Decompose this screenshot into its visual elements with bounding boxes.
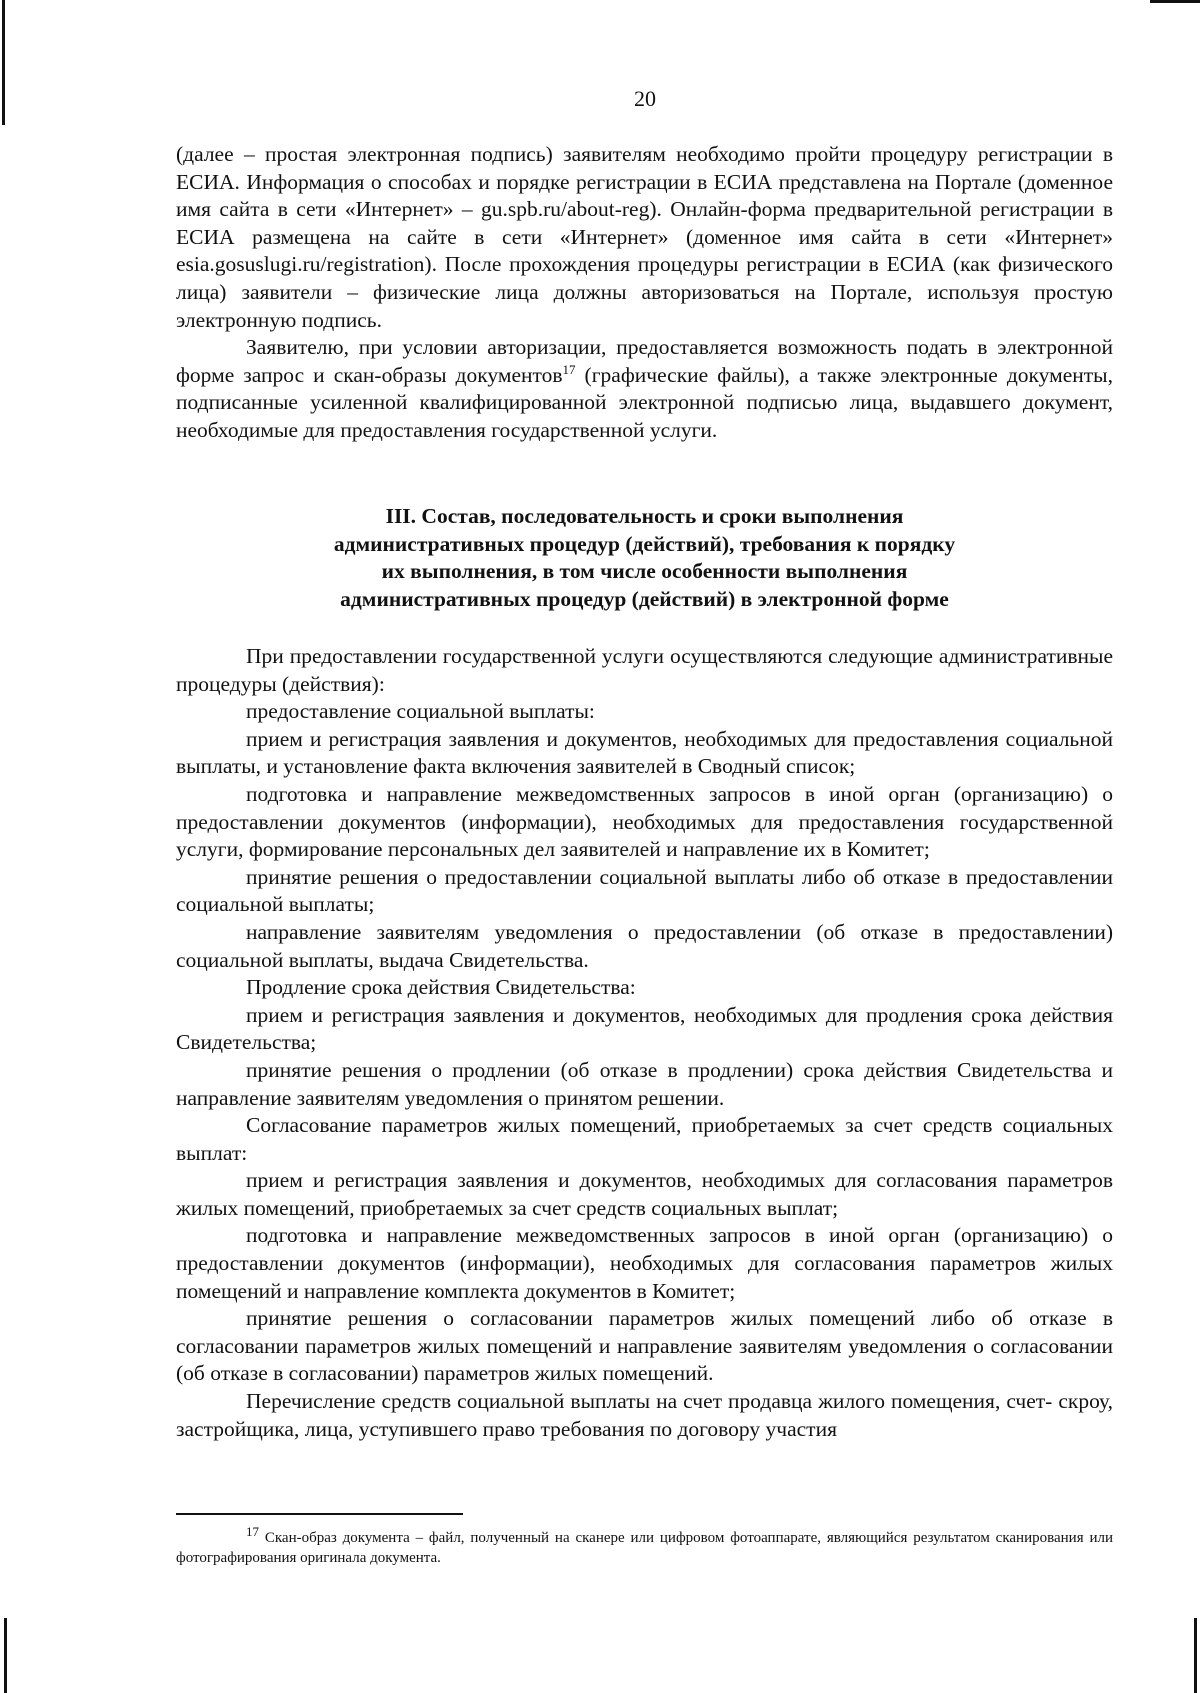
paragraph-interagency-requests: подготовка и направление межведомственных запросов в иной орган (организацию) о предоставлении документов (информации), необходимых для предоставления государственной услуги, формирование персональных дел заявителей и направление их в Комитет; <box>176 781 1113 862</box>
paragraph-procedures-intro: При предоставлении государственной услуги осуществляются следующие административные процедуры (действия): <box>176 644 1113 696</box>
paragraph-decision: принятие решения о предоставлении социальной выплаты либо об отказе в предоставлении социальной выплаты; <box>176 864 1113 917</box>
footnote-number: 17 <box>246 1524 259 1539</box>
page-number: 20 <box>634 86 656 111</box>
heading-line: административных процедур (действий), требования к порядку <box>333 531 956 556</box>
scan-edge-mark-bottom-right <box>1194 1618 1197 1693</box>
scan-edge-mark-top-right <box>1150 0 1200 3</box>
heading-line: их выполнения, в том числе особенности выполнения <box>381 559 908 584</box>
paragraph-transfer: Перечисление средств социальной выплаты на счет продавца жилого помещения, счет- скроу, застройщика, лица, уступившего право требования по договору участия <box>176 1389 1113 1441</box>
procedures-text-block <box>176 643 1113 1443</box>
paragraph-reception-registration: прием и регистрация заявления и документов, необходимых для предоставления социальной выплаты, и установление факта включения заявителей в Сводный список; <box>176 726 1113 779</box>
paragraph-electronic-request-text-cont: (графические файлы), а также электронные документы, подписанные усиленной квалифицированной электронной подписью лица, выдавшего документ, необходимые для предоставления государственной услуги. <box>176 362 1113 442</box>
footnote-text: Скан-образ документа – файл, полученный на сканере или цифровом фотоаппарате, являющийся результатом сканирования или фотографирования оригинала документа. <box>176 1530 1113 1566</box>
footnote-reference-17[interactable]: 17 <box>562 361 576 377</box>
paragraph-social-payment: предоставление социальной выплаты: <box>246 699 595 724</box>
paragraph-approval: Согласование параметров жилых помещений, приобретаемых за счет средств социальных выплат: <box>176 1113 1113 1165</box>
heading-line: административных процедур (действий) в электронной форме <box>340 586 949 611</box>
intro-text-block <box>176 141 1113 445</box>
paragraph-approval-decision: принятие решения о согласовании параметров жилых помещений либо об отказе в согласовании параметров жилых помещений и направление заявителям уведомления о согласовании (об отказе в согласовании) параметров жилых помещений. <box>176 1306 1113 1386</box>
section-heading-iii <box>176 503 1113 613</box>
paragraph-extension-reception: прием и регистрация заявления и документов, необходимых для продления срока действия Свидетельства; <box>176 1002 1113 1055</box>
paragraph-extension: Продление срока действия Свидетельства: <box>246 975 636 1000</box>
paragraph-approval-requests: подготовка и направление межведомственных запросов в иной орган (организацию) о предоставлении документов (информации), необходимых для согласования параметров жилых помещений и направление комплекта документов в Комитет; <box>176 1223 1113 1303</box>
paragraph-notification: направление заявителям уведомления о предоставлении (об отказе в предоставлении) социальной выплаты, выдача Свидетельства. <box>176 919 1113 972</box>
paragraph-approval-reception: прием и регистрация заявления и документов, необходимых для согласования параметров жилых помещений, приобретаемых за счет средств социальных выплат; <box>176 1168 1113 1220</box>
heading-line: III. Состав, последовательность и сроки выполнения <box>385 504 904 528</box>
paragraph-extension-decision: принятие решения о продлении (об отказе в продлении) срока действия Свидетельства и направление заявителям уведомления о принятом решении. <box>176 1057 1113 1110</box>
scan-edge-mark-bottom-left <box>4 1618 7 1693</box>
footnote-separator <box>176 1513 463 1515</box>
paragraph-esia-registration: (далее – простая электронная подпись) заявителям необходимо пройти процедуру регистрации в ЕСИА. Информация о способах и порядке регистрации в ЕСИА представлена на Портале (доменное имя сайта в сети «Интернет» – gu.spb.ru/about-reg). Онлайн-форма предварительной регистрации в ЕСИА размещена на сайте в сети «Интернет» (доменное имя сайта в сети «Интернет» esia.gosuslugi.ru/registration). После прохождения процедуры регистрации в ЕСИА (как физического лица) заявители – физические лица должны авторизоваться на Портале, используя простую электронную подпись. <box>176 142 1113 332</box>
paragraph-electronic-request <box>176 334 1113 444</box>
paragraph-electronic-request-text: Заявителю, при условии авторизации, предоставляется возможность подать в электронной форме запрос и скан-образы документов <box>176 335 1113 387</box>
footnote-17 <box>176 1524 1113 1568</box>
